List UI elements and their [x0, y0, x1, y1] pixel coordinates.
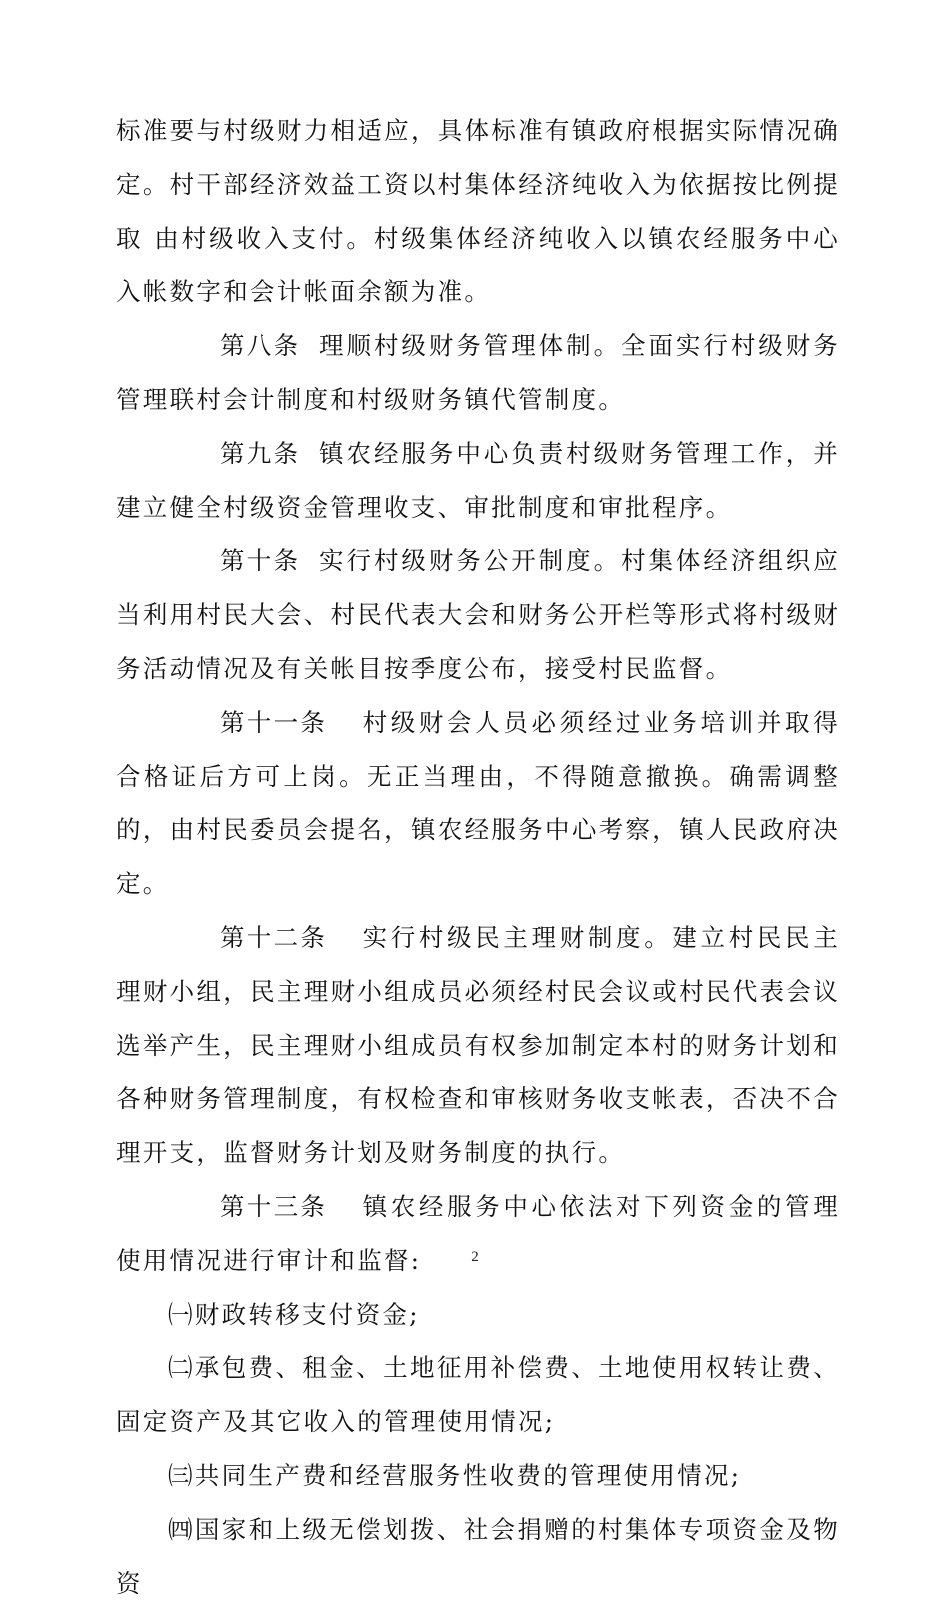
list-item-text: ㈣国家和上级无偿划拨、社会捐赠的村集体专项资金及物资 [116, 1514, 840, 1598]
article-number: 第八条 [220, 331, 301, 361]
list-item-1 [116, 1288, 840, 1342]
article-text: 镇农经服务中心依法对下列资金的管理使用情况进行审计和监督: [116, 1191, 840, 1275]
article-text: 镇农经服务中心负责村级财务管理工作，并建立健全村级资金管理收支、审批制度和审批程序。 [116, 438, 840, 522]
article-number: 第十一条 [220, 707, 328, 737]
article-text: 理顺村级财务管理体制。全面实行村级财务管理联村会计制度和村级财务镇代管制度。 [116, 331, 840, 414]
list-item-text: ㈢共同生产费和经营服务性收费的管理使用情况; [168, 1460, 742, 1490]
article-8 [116, 319, 840, 427]
page-number: 2 [471, 1249, 479, 1265]
article-12 [116, 911, 840, 1180]
article-13 [116, 1180, 840, 1288]
article-number: 第十三条 [220, 1191, 328, 1221]
list-item-text: ㈠财政转移支付资金; [168, 1299, 420, 1329]
document-body [116, 104, 840, 1610]
article-9 [116, 427, 840, 535]
list-item-3 [116, 1449, 840, 1503]
article-number: 第十条 [220, 546, 301, 576]
article-11 [116, 696, 840, 911]
article-10 [116, 534, 840, 695]
article-number: 第十二条 [220, 922, 328, 952]
article-text: 村级财会人员必须经过业务培训并取得合格证后方可上岗。无正当理由，不得随意撤换。确需调整的，由村民委员会提名，镇农经服务中心考察，镇人民政府决定。 [116, 707, 840, 899]
list-item-text: ㈡承包费、租金、土地征用补偿费、土地使用权转让费、固定资产及其它收入的管理使用情况; [116, 1353, 840, 1437]
paragraph-text: 标准要与村级财力相适应，具体标准有镇政府根据实际情况确定。村干部经济效益工资以村集体经济纯收入为依据按比例提取 由村级收入支付。村级集体经济纯收入以镇农经服务中心入帐数字和会计帐面余额为准。 [116, 116, 840, 307]
article-text: 实行村级财务公开制度。村集体经济组织应当利用村民大会、村民代表大会和财务公开栏等形式将村级财务活动情况及有关帐目按季度公布，接受村民监督。 [116, 546, 840, 683]
list-item-2 [116, 1341, 840, 1449]
paragraph-continuation [116, 104, 840, 319]
article-number: 第九条 [220, 438, 301, 468]
list-item-4 [116, 1503, 840, 1610]
article-text: 实行村级民主理财制度。建立村民民主理财小组，民主理财小组成员必须经村民会议或村民代表会议选举产生，民主理财小组成员有权参加制定本村的财务计划和各种财务管理制度，有权检查和审核财务收支帐表，否决不合理开支，监督财务计划及财务制度的执行。 [116, 922, 840, 1168]
